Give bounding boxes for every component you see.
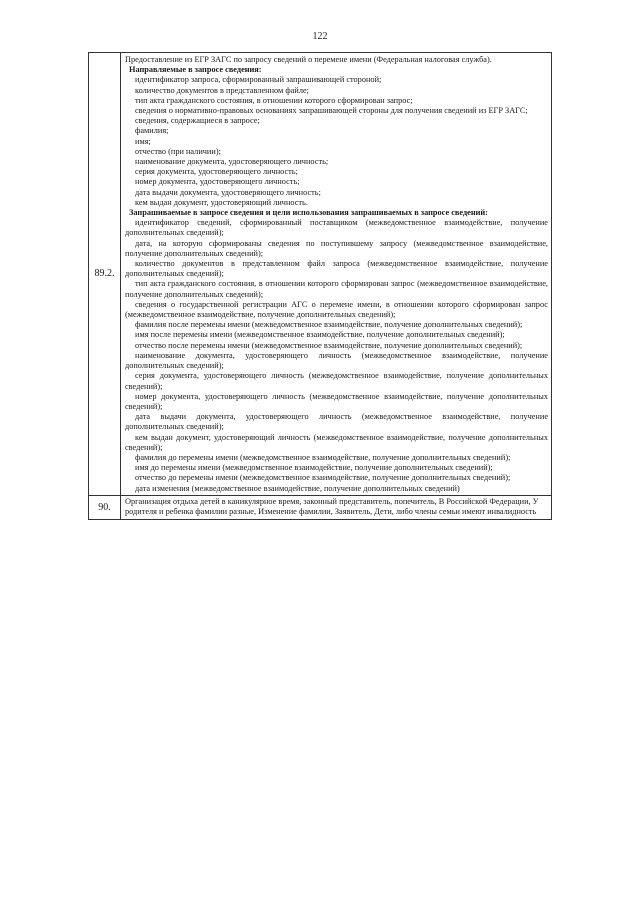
list-item: серия документа, удостоверяющего личность (межведомственное взаимодействие, получение дополнительных сведений); xyxy=(125,371,548,391)
list-item: серия документа, удостоверяющего личность; xyxy=(135,167,298,177)
list-item: отчество (при наличии); xyxy=(135,146,221,156)
list-item: дата выдачи документа, удостоверяющего личность (межведомственное взаимодействие, получение дополнительных сведений); xyxy=(125,412,548,432)
row-number: 90. xyxy=(89,495,121,519)
row-number: 89.2. xyxy=(89,53,121,496)
table-row xyxy=(89,53,552,496)
services-table xyxy=(88,52,552,520)
list-item: имя до перемены имени (межведомственное взаимодействие, получение дополнительных сведений); xyxy=(135,463,493,473)
list-item: кем выдан документ, удостоверяющий личность. xyxy=(135,197,308,207)
list-item: тип акта гражданского состояния, в отношении которого сформирован запрос (межведомственное взаимодействие, получение дополнительных сведений); xyxy=(125,279,548,299)
list-item: фамилия; xyxy=(135,126,169,136)
list-item: номер документа, удостоверяющего личность (межведомственное взаимодействие, получение дополнительных сведений); xyxy=(125,391,548,411)
list-item: фамилия до перемены имени (межведомственное взаимодействие, получение дополнительных сведений); xyxy=(135,452,511,462)
table-row xyxy=(89,495,552,519)
list-item: номер документа, удостоверяющего личность; xyxy=(135,177,300,187)
row-description xyxy=(121,495,552,519)
list-item: тип акта гражданского состояния, в отношении которого сформирован запрос; xyxy=(135,95,413,105)
list-item: количество документов в представленном файл запроса (межведомственное взаимодействие, получение дополнительных сведений); xyxy=(125,259,548,279)
list-item: сведения, содержащиеся в запросе; xyxy=(135,116,260,126)
list-item: идентификатор сведений, сформированный поставщиком (межведомственное взаимодействие, получение дополнительных сведений); xyxy=(125,218,548,238)
list-item: наименование документа, удостоверяющего личность (межведомственное взаимодействие, получение дополнительных сведений); xyxy=(125,350,548,371)
list-item: дата выдачи документа, удостоверяющего личность; xyxy=(135,187,321,197)
list-item: сведения о нормативно-правовых основаниях запрашивающей стороны для получения сведений из ЕГР ЗАГС; xyxy=(135,106,528,116)
service-intro: Организация отдыха детей в каникулярное время, законный представитель, попечитель, В Российской Федерации, У родителя и ребенка фамилии разные, Изменение фамилии, Заявитель, Дети, либо члены семьи имеют инвалидность xyxy=(125,496,539,516)
row-description xyxy=(121,53,552,496)
list-item: дата, на которую сформированы сведения по поступившему запросу (межведомственное взаимодействие, получение дополнительных сведений); xyxy=(125,238,548,258)
list-item: количество документов в представленном файле; xyxy=(135,85,309,95)
list-item: фамилия после перемены имени (межведомственное взаимодействие, получение дополнительных сведений); xyxy=(135,320,523,330)
list-item: дата изменения (межведомственное взаимодействие, получение дополнительных сведений) xyxy=(135,483,460,493)
list-item: сведения о государственной регистрации АГС о перемене имени, в отношении которого сформирован запрос (межведомственное взаимодействие, получение дополнительных сведений); xyxy=(125,299,548,320)
request-heading: Направляемые в запросе сведения: xyxy=(129,65,262,75)
response-heading: Запрашиваемые в запросе сведения и цели использования запрашиваемых в запросе сведений: xyxy=(129,208,488,218)
response-items-list xyxy=(125,218,548,493)
list-item: отчество после перемены имени (межведомственное взаимодействие, получение дополнительных сведений); xyxy=(135,340,523,350)
service-intro: Предоставление из ЕГР ЗАГС по запросу сведений о перемене имени (Федеральная налоговая служба). xyxy=(125,55,492,64)
list-item: отчество до перемены имени (межведомственное взаимодействие, получение дополнительных сведений); xyxy=(135,473,511,483)
page-number: 122 xyxy=(312,31,328,42)
list-item: идентификатор запроса, сформированный запрашивающей стороной; xyxy=(135,75,382,85)
list-item: кем выдан документ, удостоверяющий личность (межведомственное взаимодействие, получение дополнительных сведений); xyxy=(125,432,548,452)
request-items-list xyxy=(125,75,548,208)
list-item: наименование документа, удостоверяющего личность; xyxy=(135,157,329,167)
list-item: имя; xyxy=(135,136,151,146)
list-item: имя после перемены имени (межведомственное взаимодействие, получение дополнительных сведений); xyxy=(135,330,505,340)
